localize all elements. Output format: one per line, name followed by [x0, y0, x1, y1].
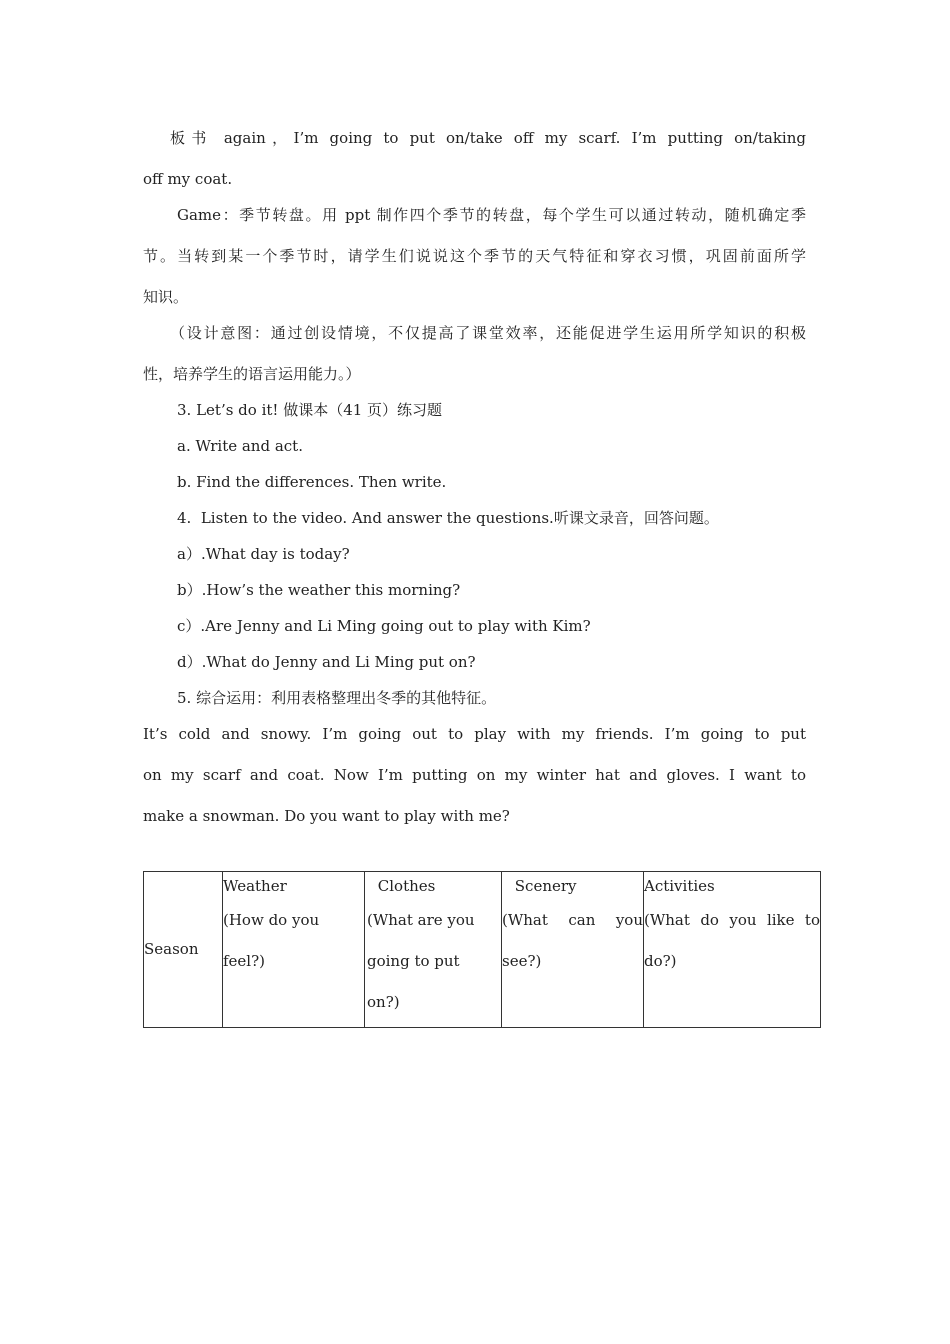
- table-row: [144, 872, 821, 1028]
- weather-question: (How do you feel?): [223, 911, 320, 970]
- activities-cell: [644, 872, 821, 1028]
- design-line-2: 性，培养学生的语言运用能力。）: [143, 365, 361, 383]
- season-label: Season: [144, 940, 199, 958]
- question-b: b）.How’s the weather this morning?: [177, 581, 461, 599]
- winter-features-table: [143, 871, 821, 1028]
- question-d: d）.What do Jenny and Li Ming put on?: [177, 653, 476, 671]
- scenery-cell: [502, 872, 644, 1028]
- passage-line-1: It’s cold and snowy. I’m going out to play with my friends. I’m going to put: [143, 725, 806, 743]
- clothes-heading: Clothes: [373, 877, 436, 895]
- game-line-2: 节。当转到某一个季节时，请学生们说说这个季节的天气特征和穿衣习惯，巩固前面所学: [143, 247, 806, 265]
- game-line-3: 知识。: [143, 288, 189, 306]
- design-line-1: （设计意图：通过创设情境，不仅提高了课堂效率，还能促进学生运用所学知识的积极: [170, 324, 806, 342]
- passage-line-3: make a snowman. Do you want to play with me?: [143, 807, 510, 825]
- clothes-cell: [365, 872, 502, 1028]
- scenery-question: (What can you: [502, 911, 643, 929]
- board-line-2: off my coat.: [143, 170, 233, 188]
- weather-cell: [223, 872, 365, 1028]
- item-3b: b. Find the differences. Then write.: [177, 473, 447, 491]
- scenery-heading: Scenery: [510, 877, 577, 895]
- activities-question: (What do you like to: [644, 911, 820, 929]
- activities-question-end: do?): [644, 952, 677, 970]
- activities-heading: Activities: [644, 877, 715, 895]
- season-cell: [144, 872, 223, 1028]
- passage-line-2: on my scarf and coat. Now I’m putting on my winter hat and gloves. I want to: [143, 766, 806, 784]
- item-3: 3. Let’s do it! 做课本（41 页）练习题: [177, 401, 443, 419]
- question-a: a）.What day is today?: [177, 545, 350, 563]
- question-c: c）.Are Jenny and Li Ming going out to play with Kim?: [177, 617, 591, 635]
- scenery-question-end: see?): [502, 952, 542, 970]
- item-4: 4. Listen to the video. And answer the questions.听课文录音，回答问题。: [177, 509, 719, 527]
- item-5: 5. 综合运用：利用表格整理出冬季的其他特征。: [177, 689, 497, 707]
- game-line-1: Game：季节转盘。用 ppt 制作四个季节的转盘，每个学生可以通过转动，随机确定季: [177, 206, 806, 224]
- clothes-question: (What are you going to put on?): [367, 911, 475, 1011]
- board-line-1: 板书 again，I’m going to put on/take off my scarf. I’m putting on/taking: [170, 129, 806, 147]
- weather-heading: Weather: [223, 877, 287, 895]
- item-3a: a. Write and act.: [177, 437, 303, 455]
